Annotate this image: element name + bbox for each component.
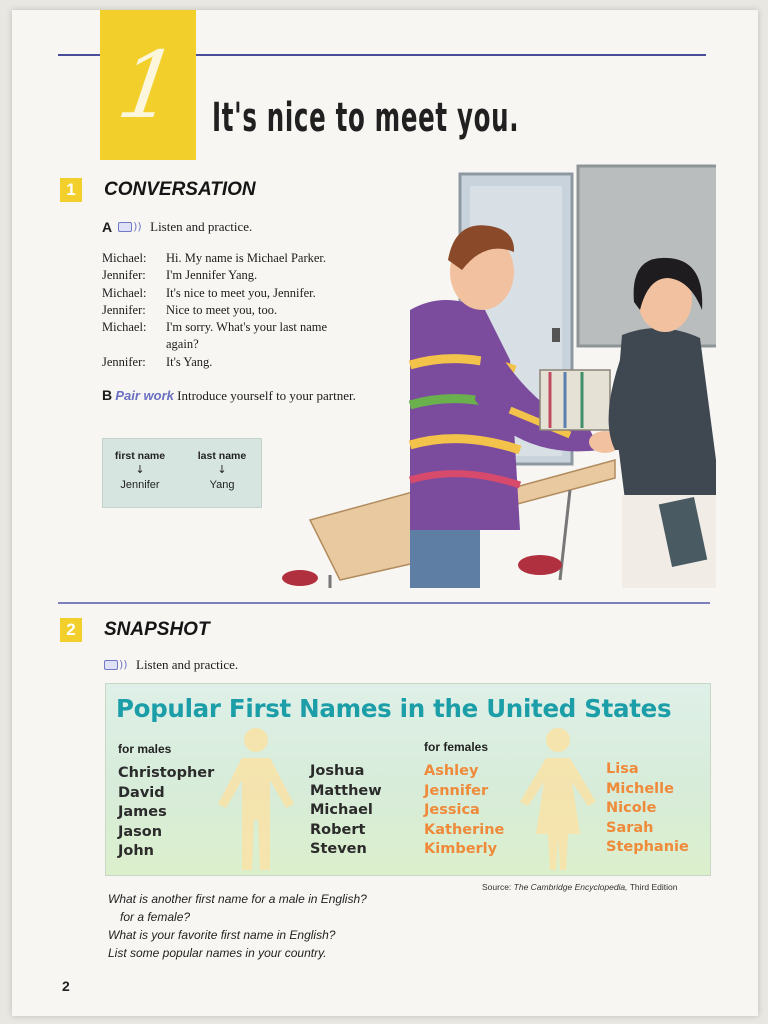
name-item: Joshua	[310, 763, 365, 779]
name-item: Ashley	[424, 763, 479, 779]
meeting-illustration	[270, 160, 716, 588]
utterance: It's Yang.	[166, 354, 213, 369]
snapshot-instruction-row	[104, 656, 238, 674]
part-a-letter: A	[102, 219, 113, 235]
section-number-1: 1	[60, 178, 82, 202]
section-title-snapshot: SNAPSHOT	[104, 619, 210, 640]
female-names-column-1	[424, 762, 504, 860]
name-item: Jennifer	[424, 782, 489, 799]
audio-cd-icon[interactable]: ))	[104, 658, 130, 672]
name-item: Steven	[310, 841, 367, 857]
male-names-column-1	[118, 764, 214, 862]
first-name-column	[105, 449, 175, 494]
arrow-down-icon: ↓	[217, 463, 227, 476]
speaker: Michael:	[102, 320, 147, 335]
name-item: Lisa	[606, 761, 639, 777]
snapshot-box	[105, 683, 711, 876]
name-item: James	[118, 804, 167, 820]
name-item: Sarah	[606, 819, 654, 836]
source-note	[482, 882, 677, 892]
arrow-down-icon: ↓	[135, 463, 145, 476]
name-item: Christopher	[118, 765, 215, 781]
utterance: I'm Jennifer Yang.	[166, 268, 258, 283]
unit-number: 1	[111, 32, 185, 139]
name-item: Matthew	[310, 782, 382, 799]
snapshot-title: Popular First Names in the United States	[116, 694, 672, 723]
utterance: It's nice to meet you, Jennifer.	[166, 285, 316, 300]
name-item: David	[118, 784, 165, 801]
name-item: Stephanie	[606, 839, 689, 855]
name-item: Michael	[310, 802, 373, 818]
part-a-instruction-row	[102, 218, 252, 236]
name-item: Jason	[118, 823, 163, 840]
question: for a female?	[120, 910, 191, 924]
name-item: Katherine	[424, 821, 505, 838]
last-name-value: Yang	[209, 479, 235, 491]
speaker: Jennifer:	[102, 268, 146, 283]
discussion-questions	[108, 890, 367, 962]
audio-cd-icon[interactable]: ))	[118, 220, 144, 234]
speaker: Jennifer:	[102, 354, 146, 369]
last-name-label: last name	[197, 450, 247, 462]
male-figure-icon	[214, 724, 298, 874]
name-item: Kimberly	[424, 841, 498, 857]
name-item: Robert	[310, 821, 366, 838]
first-name-value: Jennifer	[120, 479, 160, 491]
last-name-column	[187, 449, 257, 494]
female-figure-icon	[516, 724, 600, 874]
utterance: Hi. My name is Michael Parker.	[166, 251, 327, 265]
section-title-conversation: CONVERSATION	[104, 179, 256, 200]
utterance: I'm sorry. What's your last name again?	[166, 320, 328, 352]
utterance: Nice to meet you, too.	[166, 302, 278, 317]
female-names-column-2	[606, 760, 689, 858]
part-a-instruction: Listen and practice.	[150, 219, 253, 234]
first-name-label: first name	[114, 450, 166, 462]
part-b-letter: B	[102, 387, 113, 403]
question: What is another first name for a male in English?	[108, 892, 367, 906]
unit-title: It's nice to meet you.	[212, 95, 520, 141]
speaker: Michael:	[102, 251, 147, 265]
name-item: John	[118, 843, 155, 859]
page-number: 2	[62, 978, 70, 994]
males-label: for males	[118, 742, 172, 756]
pair-work-label: Pair work	[115, 388, 174, 403]
question: What is your favorite first name in English?	[108, 928, 336, 942]
source-suffix: Third Edition	[627, 882, 678, 892]
name-item: Nicole	[606, 800, 657, 816]
unit-number-box	[100, 10, 196, 160]
females-label: for females	[424, 740, 489, 754]
male-names-column-2	[310, 762, 382, 860]
speaker: Jennifer:	[102, 302, 146, 317]
name-card	[102, 438, 262, 508]
source-title: The Cambridge Encyclopedia,	[513, 882, 628, 892]
textbook-page	[12, 10, 758, 1016]
speaker: Michael:	[102, 285, 147, 300]
section-divider	[58, 602, 710, 604]
source-prefix: Source:	[482, 882, 514, 892]
section-number-2: 2	[60, 618, 82, 642]
part-b-text: Introduce yourself to your partner.	[177, 388, 356, 403]
name-item: Michelle	[606, 780, 674, 797]
name-item: Jessica	[424, 802, 480, 818]
question: List some popular names in your country.	[108, 946, 327, 960]
snapshot-instruction: Listen and practice.	[136, 657, 239, 672]
